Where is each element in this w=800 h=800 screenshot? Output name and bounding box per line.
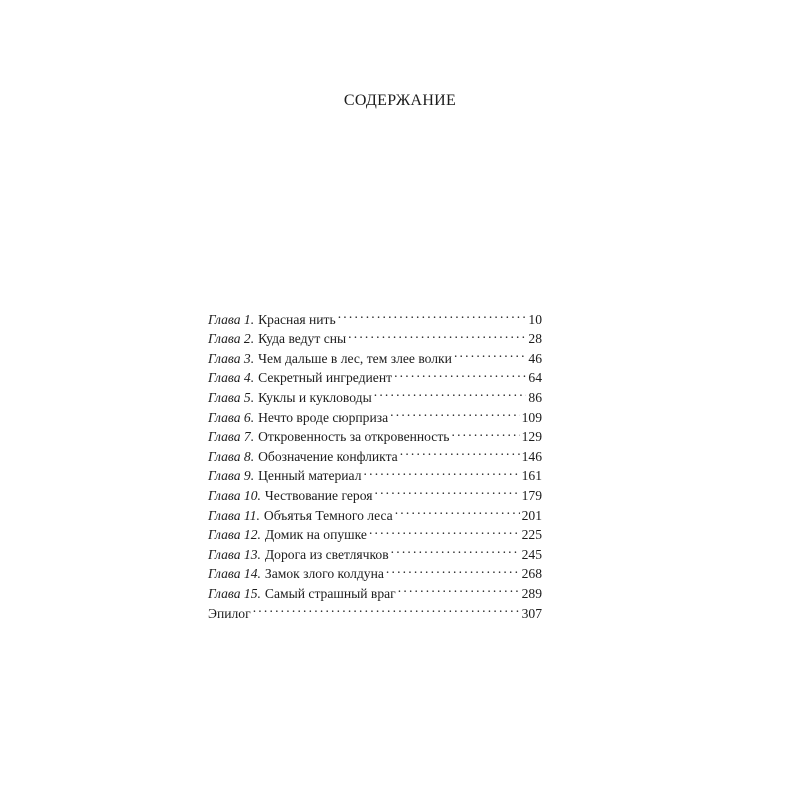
dot-leader: [348, 324, 526, 344]
chapter-label: Глава 9.: [208, 468, 255, 484]
chapter-title: Красная нить: [258, 311, 336, 327]
chapter-title: Ценный материал: [258, 468, 362, 484]
chapter-title: Куклы и кукловоды: [258, 389, 372, 405]
chapter-label: Глава 4.: [208, 370, 255, 386]
chapter-label: Глава 1.: [208, 311, 255, 327]
dot-leader: [338, 304, 527, 324]
dot-leader: [454, 343, 526, 363]
chapter-label: Глава 13.: [208, 546, 261, 562]
chapter-label: Глава 11.: [208, 507, 260, 523]
chapter-title: Обозначение конфликта: [258, 448, 398, 464]
chapter-label: Глава 6.: [208, 409, 255, 425]
page-number: 245: [521, 546, 542, 562]
dot-leader: [374, 382, 527, 402]
chapter-label: Глава 2.: [208, 331, 255, 347]
chapter-label: Глава 7.: [208, 429, 255, 445]
dot-leader: [395, 500, 520, 520]
page-number: 86: [528, 389, 542, 405]
page-number: 225: [521, 527, 542, 543]
page-number: 146: [521, 448, 542, 464]
chapter-title: Чествование героя: [264, 487, 373, 503]
page-title: СОДЕРЖАНИЕ: [343, 92, 457, 109]
page-number: 179: [521, 487, 542, 503]
dot-leader: [451, 422, 519, 442]
table-of-contents: [208, 304, 542, 621]
chapter-title: Домик на опушке: [264, 527, 367, 543]
page-number: 201: [521, 507, 542, 523]
chapter-title: Дорога из светлячков: [264, 546, 389, 562]
dot-leader: [364, 461, 520, 481]
dot-leader: [369, 520, 520, 540]
dot-leader: [398, 578, 520, 598]
chapter-label: Глава 8.: [208, 448, 255, 464]
chapter-title: Куда ведут сны: [258, 331, 347, 347]
dot-leader: [400, 441, 520, 461]
chapter-label: Глава 10.: [208, 487, 261, 503]
chapter-title: Объятья Темного леса: [263, 507, 393, 523]
chapter-title: Самый страшный враг: [264, 585, 396, 601]
page-number: 28: [528, 331, 542, 347]
chapter-label: Глава 3.: [208, 350, 255, 366]
page-number: 268: [521, 566, 542, 582]
dot-leader: [253, 598, 520, 618]
dot-leader: [386, 559, 520, 579]
dot-leader: [394, 363, 526, 383]
page-number: 10: [528, 311, 542, 327]
chapter-label: Глава 14.: [208, 566, 261, 582]
page-number: 289: [521, 585, 542, 601]
chapter-label: Глава 5.: [208, 389, 255, 405]
chapter-label: Глава 15.: [208, 585, 261, 601]
page-number: 46: [528, 350, 542, 366]
dot-leader: [374, 480, 519, 500]
dot-leader: [391, 539, 520, 559]
dot-leader: [390, 402, 519, 422]
chapter-title: Откровенность за откровенность: [258, 429, 450, 445]
page-number: 109: [521, 409, 542, 425]
page-number: 307: [521, 605, 542, 621]
chapter-label: Глава 12.: [208, 527, 261, 543]
toc-entry: [208, 304, 542, 327]
page-number: 64: [528, 370, 542, 386]
chapter-title: Замок злого колдуна: [264, 566, 384, 582]
page-number: 129: [521, 429, 542, 445]
chapter-title: Нечто вроде сюрприза: [258, 409, 389, 425]
toc-entry-epilogue: [208, 598, 542, 621]
page-number: 161: [521, 468, 542, 484]
chapter-title: Секретный ингредиент: [258, 370, 393, 386]
chapter-title: Чем дальше в лес, тем злее волки: [258, 350, 452, 366]
epilogue-title: Эпилог: [208, 605, 251, 621]
